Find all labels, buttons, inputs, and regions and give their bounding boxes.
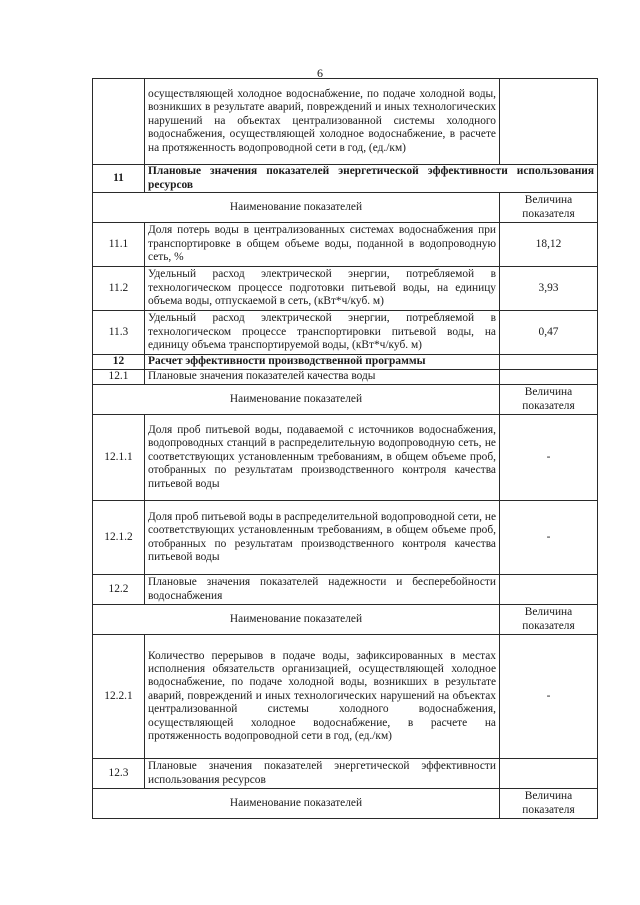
section-row [93,355,598,370]
indicator-name-header: Наименование показателей [93,385,500,415]
indicator-text: Доля потерь воды в централизованных системах водоснабжения при транспортировке в общем объеме воды, поданной в водопроводную сеть, % [145,223,500,267]
table-row [93,311,598,355]
section-title: Плановые значения показателей энергетической эффективности использования ресурсов [145,165,598,193]
indicator-name-header: Наименование показателей [93,193,500,223]
subsection-number: 12.1 [93,370,145,385]
indicator-value-header: Величина показателя [500,385,598,415]
table-row [93,267,598,311]
header-row [93,789,598,819]
row-number: 12.1.1 [93,415,145,501]
indicator-value-header: Величина показателя [500,193,598,223]
subsection-number: 12.2 [93,575,145,605]
table-row [93,635,598,759]
row-number: 11.2 [93,267,145,311]
row-number: 11.3 [93,311,145,355]
table-row [93,415,598,501]
indicator-value: 0,47 [500,311,598,355]
indicator-text: осуществляющей холодное водоснабжение, по подаче холодной воды, возникших в результате аварий, повреждений и иных технологических нарушений на объектах централизованной системы холодного водоснабжения, осуществляющей холодное водоснабжение, в расчете на протяженность водопроводной сети в год, (ед./км) [145,79,500,165]
indicator-value: 18,12 [500,223,598,267]
header-row [93,193,598,223]
indicator-text: Доля проб питьевой воды, подаваемой с источников водоснабжения, водопроводных станций в распределительную водопроводную сеть, не соответствующих установленным требованиям, в общем объеме проб, отобранных по результатам производственного контроля качества питьевой воды [145,415,500,501]
row-number-cell [93,79,145,165]
subsection-title: Плановые значения показателей качества воды [145,370,500,385]
indicator-value: 3,93 [500,267,598,311]
subsection-row [93,575,598,605]
indicator-text: Количество перерывов в подаче воды, зафиксированных в местах исполнения обязательств организацией, осуществляющей холодное водоснабжение, по подаче холодной воды, возникших в результате аварий, повреждений и иных технологических нарушений на объектах централизованной системы холодного водоснабжения, осуществляющей холодное водоснабжение, в расчете на протяженность водопроводной сети в год, (ед./км) [145,635,500,759]
indicators-table [92,78,598,819]
indicator-value-header: Величина показателя [500,789,598,819]
table-row [93,223,598,267]
page-number: 6 [317,66,323,80]
table-row [93,79,598,165]
indicator-value-header: Величина показателя [500,605,598,635]
indicator-text: Доля проб питьевой воды в распределительной водопроводной сети, не соответствующих установленным требованиям, в общем объеме проб, отобранных по результатам производственного контроля качества питьевой воды [145,501,500,575]
indicator-name-header: Наименование показателей [93,789,500,819]
table-row [93,501,598,575]
empty-cell [500,370,598,385]
subsection-title: Плановые значения показателей надежности и бесперебойности водоснабжения [145,575,500,605]
empty-cell [500,355,598,370]
section-title: Расчет эффективности производственной программы [145,355,500,370]
section-number: 12 [93,355,145,370]
subsection-number: 12.3 [93,759,145,789]
empty-cell [500,759,598,789]
row-number: 12.1.2 [93,501,145,575]
indicator-text: Удельный расход электрической энергии, потребляемой в технологическом процессе транспортировки питьевой воды, на единицу объема транспортируемой воды, (кВт*ч/куб. м) [145,311,500,355]
header-row [93,385,598,415]
section-row [93,165,598,193]
row-number: 12.2.1 [93,635,145,759]
indicator-value: - [500,501,598,575]
indicator-value [500,79,598,165]
row-number: 11.1 [93,223,145,267]
indicator-name-header: Наименование показателей [93,605,500,635]
subsection-row [93,370,598,385]
subsection-title: Плановые значения показателей энергетической эффективности использования ресурсов [145,759,500,789]
subsection-row [93,759,598,789]
indicator-value: - [500,415,598,501]
section-number: 11 [93,165,145,193]
header-row [93,605,598,635]
indicator-value: - [500,635,598,759]
empty-cell [500,575,598,605]
indicator-text: Удельный расход электрической энергии, потребляемой в технологическом процессе подготовки питьевой воды, на единицу объема воды, отпускаемой в сеть, (кВт*ч/куб. м) [145,267,500,311]
